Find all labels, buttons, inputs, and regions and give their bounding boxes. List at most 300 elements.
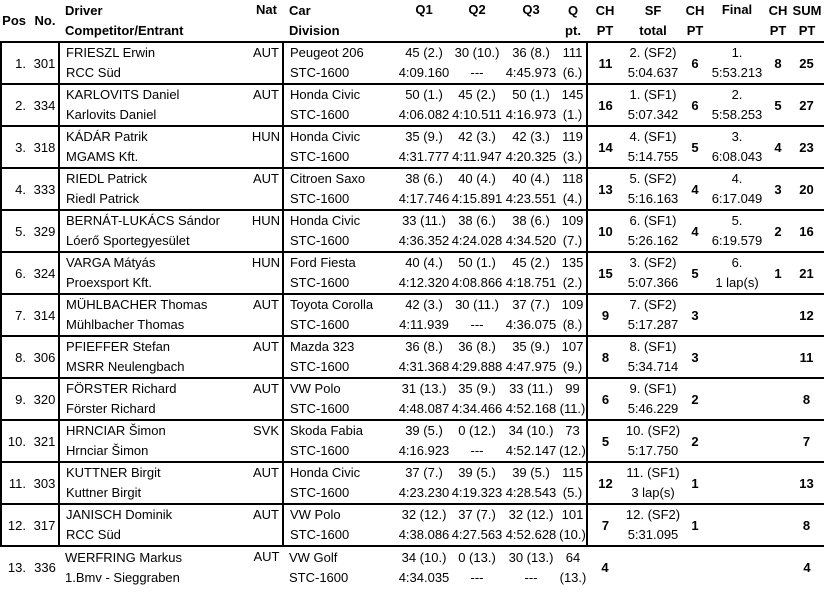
sum-pt-cell: 20: [789, 168, 824, 210]
q1-time: 4:23.230: [398, 485, 450, 500]
final-time: [707, 483, 767, 503]
q2-time: 4:27.563: [451, 527, 503, 542]
sum-pt-cell: 23: [789, 126, 824, 168]
position-cell: 8.: [1, 336, 31, 378]
sf-position: 12. (SF2): [625, 507, 681, 522]
q1-time: 4:12.320: [398, 275, 450, 290]
car-number-cell: 321: [31, 420, 59, 462]
car-number-cell: 334: [31, 84, 59, 126]
sf-time: 5:14.755: [627, 149, 679, 164]
q3-time: 4:47.975: [505, 359, 557, 374]
q-points-cell: [559, 168, 587, 210]
car-model: Peugeot 206: [290, 45, 364, 60]
q-rank: (9.): [562, 359, 583, 374]
driver-name: PFIEFFER Stefan: [66, 339, 171, 354]
ch-pt-3-cell: [767, 378, 789, 420]
q1-cell: [397, 504, 451, 546]
q1-points: 37 (7.): [405, 465, 443, 480]
result-row: [1, 294, 824, 336]
ch-pt-2-cell: 2: [683, 420, 707, 462]
sf-total-cell: [623, 462, 683, 504]
sum-pt-cell: 12: [789, 294, 824, 336]
final-position: [707, 295, 767, 315]
sf-total-cell: [623, 378, 683, 420]
ch-pt-3-cell: 1: [767, 252, 789, 294]
car-model: VW Polo: [290, 507, 341, 522]
nationality-cell: SVK: [250, 420, 283, 462]
sf-total-cell: [623, 126, 683, 168]
ch-pt-1-cell: 4: [601, 560, 609, 575]
q2-points: 37 (7.): [458, 507, 496, 522]
q2-points: 50 (1.): [458, 255, 496, 270]
ch-pt-3-cell: [767, 546, 789, 588]
q2-time: 4:24.028: [451, 233, 503, 248]
entrant-name: Kuttner Birgit: [66, 485, 142, 500]
nationality-cell: AUT: [250, 84, 283, 126]
sf-time: 5:16.163: [627, 191, 679, 206]
entrant-name: RCC Süd: [66, 527, 121, 542]
q2-points: 45 (2.): [458, 87, 496, 102]
car-model: Ford Fiesta: [290, 255, 356, 270]
final-position: [707, 337, 767, 357]
car-cell: [283, 168, 397, 210]
q1-time: 4:34.035: [398, 569, 450, 585]
q1-cell: [397, 294, 451, 336]
header-q3: Q3: [503, 0, 559, 42]
q2-cell: [451, 294, 503, 336]
car-number-cell: 318: [31, 126, 59, 168]
q-points-cell: [559, 336, 587, 378]
driver-name: KÁDÁR Patrik: [66, 129, 148, 144]
result-row: [1, 252, 824, 294]
ch-pt-2-cell: 3: [683, 294, 707, 336]
q-points-cell: [559, 84, 587, 126]
ch-pt-2-cell: 1: [683, 504, 707, 546]
q3-cell: [503, 420, 559, 462]
final-position: [707, 548, 767, 568]
q1-points: 33 (11.): [402, 213, 446, 228]
q3-points: 45 (2.): [512, 255, 550, 270]
q-points-cell: [559, 126, 587, 168]
final-cell: [707, 294, 767, 336]
result-row: [1, 504, 824, 546]
division: STC-1600: [290, 527, 350, 542]
result-row: [1, 42, 824, 84]
q3-cell: [503, 84, 559, 126]
ch-pt-1-cell: 13: [587, 168, 623, 210]
driver-name: BERNÁT-LUKÁCS Sándor: [66, 213, 220, 228]
q-points-total: 64: [565, 549, 581, 565]
q1-points: 50 (1.): [405, 87, 443, 102]
q1-cell: [397, 378, 451, 420]
position-cell: 13.: [7, 560, 26, 575]
q-points-total: 101: [561, 507, 584, 522]
sf-total-cell: [623, 546, 683, 588]
q1-points: 38 (6.): [405, 171, 443, 186]
sf-position: 3. (SF2): [629, 255, 677, 270]
ch-pt-2-cell: 1: [683, 462, 707, 504]
q-rank: (12.): [559, 443, 586, 458]
final-cell: [707, 378, 767, 420]
q-points-total: 135: [561, 255, 584, 270]
car-model: VW Golf: [289, 549, 338, 565]
final-position: [707, 463, 767, 483]
q2-points: 40 (4.): [458, 171, 496, 186]
q2-time: 4:29.888: [451, 359, 503, 374]
q-points-cell: [559, 546, 587, 588]
header-sf-total: SF total: [623, 0, 683, 42]
q3-cell: [503, 462, 559, 504]
car-model: VW Polo: [290, 381, 341, 396]
table-header: [1, 0, 824, 42]
q1-cell: [397, 84, 451, 126]
car-number-cell: 314: [31, 294, 59, 336]
car-cell: [283, 504, 397, 546]
q2-cell: [451, 42, 503, 84]
car-number-cell: 336: [34, 560, 56, 575]
header-nat: Nat: [250, 0, 283, 42]
q-points-total: 118: [562, 171, 583, 186]
sum-pt-cell: 7: [789, 420, 824, 462]
q2-time: 4:11.947: [452, 149, 502, 164]
position-cell: 2.: [1, 84, 31, 126]
sum-pt-cell: 16: [789, 210, 824, 252]
q2-cell: [451, 84, 503, 126]
driver-cell: [59, 210, 250, 252]
q3-cell: [503, 168, 559, 210]
car-model: Mazda 323: [290, 339, 355, 354]
final-cell: [707, 420, 767, 462]
final-cell: [707, 336, 767, 378]
sum-pt-cell: 21: [789, 252, 824, 294]
driver-cell: [59, 126, 250, 168]
sum-pt-cell: 8: [789, 504, 824, 546]
sf-position: 8. (SF1): [629, 339, 677, 354]
q2-cell: [451, 336, 503, 378]
driver-name: FRIESZL Erwin: [66, 45, 156, 60]
q-points-total: 99: [565, 381, 580, 396]
result-row: [1, 378, 824, 420]
entrant-name: Hrnciar Šimon: [66, 443, 149, 458]
sf-position: 7. (SF2): [629, 297, 677, 312]
position-cell: 10.: [1, 420, 31, 462]
final-cell: [707, 168, 767, 210]
q3-time: 4:23.551: [505, 191, 557, 206]
sf-position: 4. (SF1): [629, 129, 677, 144]
result-row: [1, 336, 824, 378]
q-rank: (11.): [559, 401, 586, 416]
sum-pt-cell: 8: [789, 378, 824, 420]
sum-pt-cell: 27: [789, 84, 824, 126]
driver-name: MÜHLBACHER Thomas: [66, 297, 208, 312]
entrant-name: RCC Süd: [66, 65, 121, 80]
q3-cell: [503, 546, 559, 588]
driver-name: JANISCH Dominik: [66, 507, 173, 522]
car-number-cell: 317: [31, 504, 59, 546]
q1-points: 32 (12.): [401, 507, 447, 522]
q2-cell: [451, 420, 503, 462]
driver-cell: [59, 420, 250, 462]
q2-time: 4:15.891: [451, 191, 503, 206]
q-points-cell: [559, 210, 587, 252]
q-rank: (8.): [562, 317, 583, 332]
division: STC-1600: [290, 359, 350, 374]
header-no: No.: [31, 0, 59, 42]
q3-time: 4:28.543: [505, 485, 557, 500]
header-q1: Q1: [397, 0, 451, 42]
q1-points: 45 (2.): [405, 45, 443, 60]
q3-points: 36 (8.): [512, 45, 550, 60]
sf-position: 5. (SF2): [629, 171, 677, 186]
q1-time: 4:16.923: [398, 443, 450, 458]
q3-points: 32 (12.): [508, 507, 554, 522]
driver-cell: [59, 42, 250, 84]
sf-position: 2. (SF2): [629, 45, 677, 60]
q2-time: ---: [470, 569, 484, 585]
q-points-cell: [559, 294, 587, 336]
q-rank: (6.): [562, 65, 583, 80]
q3-points: 40 (4.): [512, 171, 550, 186]
final-time: [707, 315, 767, 335]
q-rank: (3.): [562, 149, 583, 164]
division: STC-1600: [290, 107, 350, 122]
q-rank: (4.): [562, 191, 583, 206]
nationality-cell: AUT: [250, 42, 283, 84]
q3-points: 34 (10.): [508, 423, 554, 438]
q-rank: (13.): [559, 569, 587, 585]
entrant-name: MGAMS Kft.: [66, 149, 139, 164]
final-position: 5.: [731, 213, 743, 228]
q1-points: 35 (9.): [405, 129, 443, 144]
final-position: [707, 379, 767, 399]
ch-pt-3-cell: 8: [767, 42, 789, 84]
nationality-cell: AUT: [250, 504, 283, 546]
sf-total-cell: [623, 294, 683, 336]
q3-points: 38 (6.): [512, 213, 550, 228]
driver-cell: [59, 378, 250, 420]
ch-pt-1-cell: 10: [587, 210, 623, 252]
entrant-name: Lóerő Sportegyesület: [66, 233, 190, 248]
driver-cell: [59, 168, 250, 210]
final-time: 1 lap(s): [715, 275, 759, 290]
q2-points: 39 (5.): [458, 465, 496, 480]
position-cell: 9.: [1, 378, 31, 420]
car-number-cell: 320: [31, 378, 59, 420]
final-time: [707, 525, 767, 545]
result-row: [1, 546, 824, 588]
q2-points: 35 (9.): [458, 381, 496, 396]
position-cell: 6.: [1, 252, 31, 294]
car-model: Honda Civic: [290, 87, 361, 102]
car-cell: [283, 420, 397, 462]
q2-cell: [451, 462, 503, 504]
q1-time: 4:38.086: [398, 527, 450, 542]
q3-time: 4:52.147: [505, 443, 557, 458]
q-points-total: 111: [562, 45, 583, 60]
car-number-cell: 303: [31, 462, 59, 504]
q-points-total: 145: [561, 87, 584, 102]
q2-time: 4:19.323: [451, 485, 503, 500]
division: STC-1600: [290, 443, 350, 458]
q2-cell: [451, 126, 503, 168]
q3-points: 33 (11.): [509, 381, 553, 396]
sf-total-cell: [623, 504, 683, 546]
header-ch-pt-2: CH PT: [683, 0, 707, 42]
entrant-name: MSRR Neulengbach: [66, 359, 185, 374]
sf-total-cell: [623, 252, 683, 294]
q3-points: 37 (7.): [512, 297, 550, 312]
car-model: Toyota Corolla: [290, 297, 374, 312]
sf-total-cell: [623, 168, 683, 210]
q-rank: (5.): [562, 485, 583, 500]
result-row: [1, 84, 824, 126]
division: STC-1600: [290, 485, 350, 500]
car-cell: [283, 294, 397, 336]
final-position: 4.: [731, 171, 743, 186]
entrant-name: Förster Richard: [66, 401, 156, 416]
q1-cell: [397, 336, 451, 378]
sf-time: 5:07.366: [627, 275, 679, 290]
final-cell: [707, 504, 767, 546]
entrant-name: 1.Bmv - Sieggraben: [65, 569, 180, 585]
q2-points: 30 (10.): [454, 45, 500, 60]
driver-name: HRNCIAR Šimon: [66, 423, 166, 438]
car-model: Skoda Fabia: [290, 423, 363, 438]
q-rank: (7.): [562, 233, 583, 248]
car-number-cell: 333: [31, 168, 59, 210]
sum-pt-cell: 4: [803, 560, 811, 575]
final-time: 6:08.043: [711, 149, 763, 164]
car-cell: [283, 126, 397, 168]
car-cell: [283, 378, 397, 420]
q3-points: 42 (3.): [512, 129, 550, 144]
q3-time: 4:20.325: [505, 149, 557, 164]
header-final: Final: [707, 0, 767, 42]
ch-pt-3-cell: 2: [767, 210, 789, 252]
q2-points: 42 (3.): [458, 129, 496, 144]
q1-time: 4:17.746: [398, 191, 450, 206]
q2-cell: [451, 168, 503, 210]
driver-name: WERFRING Markus: [65, 549, 182, 565]
final-position: [707, 421, 767, 441]
q3-cell: [503, 126, 559, 168]
sf-position: 10. (SF2): [625, 423, 681, 438]
car-number-cell: 329: [31, 210, 59, 252]
position-cell: 12.: [1, 504, 31, 546]
header-pos: Pos: [1, 0, 31, 42]
ch-pt-3-cell: [767, 462, 789, 504]
q1-points: 42 (3.): [405, 297, 443, 312]
car-number-cell: 301: [31, 42, 59, 84]
q3-time: 4:16.973: [505, 107, 557, 122]
sf-time: 5:07.342: [627, 107, 679, 122]
position-cell: 4.: [1, 168, 31, 210]
q3-time: 4:34.520: [505, 233, 557, 248]
q1-points: 40 (4.): [405, 255, 443, 270]
entrant-name: Mühlbacher Thomas: [66, 317, 185, 332]
result-row: [1, 462, 824, 504]
final-cell: [707, 42, 767, 84]
q3-time: 4:52.628: [505, 527, 557, 542]
car-cell: [283, 252, 397, 294]
final-time: [707, 357, 767, 377]
q1-points: 31 (13.): [401, 381, 447, 396]
ch-pt-1-cell: 8: [587, 336, 623, 378]
ch-pt-1-cell: 14: [587, 126, 623, 168]
results-table-body: [1, 42, 824, 588]
final-time: 5:58.253: [711, 107, 763, 122]
result-row: [1, 420, 824, 462]
q3-points: 30 (13.): [508, 549, 554, 565]
driver-cell: [59, 336, 250, 378]
final-cell: [707, 84, 767, 126]
q3-cell: [503, 504, 559, 546]
sf-time: [623, 568, 683, 588]
driver-name: VARGA Mátyás: [66, 255, 156, 270]
entrant-name: Riedl Patrick: [66, 191, 139, 206]
q1-cell: [397, 126, 451, 168]
q-points-cell: [559, 378, 587, 420]
header-ch-pt-1: CH PT: [587, 0, 623, 42]
ch-pt-1-cell: 7: [587, 504, 623, 546]
driver-cell: [59, 462, 250, 504]
q1-cell: [397, 420, 451, 462]
car-cell: [283, 546, 397, 588]
q-points-total: 107: [561, 339, 584, 354]
q1-cell: [397, 252, 451, 294]
q-rank: (1.): [562, 107, 583, 122]
ch-pt-2-cell: 4: [683, 168, 707, 210]
ch-pt-1-cell: 6: [587, 378, 623, 420]
car-cell: [283, 210, 397, 252]
ch-pt-2-cell: 6: [683, 84, 707, 126]
q2-cell: [451, 378, 503, 420]
q1-cell: [397, 42, 451, 84]
ch-pt-1-cell: 9: [587, 294, 623, 336]
car-model: Citroen Saxo: [290, 171, 366, 186]
ch-pt-1-cell: 12: [587, 462, 623, 504]
header-driver: Driver Competitor/Entrant: [59, 0, 250, 42]
final-cell: [707, 546, 767, 588]
division: STC-1600: [290, 401, 350, 416]
ch-pt-3-cell: [767, 294, 789, 336]
sf-time: 5:26.162: [627, 233, 679, 248]
q1-time: 4:48.087: [398, 401, 450, 416]
sf-time: 3 lap(s): [631, 485, 675, 500]
car-cell: [283, 336, 397, 378]
q-points-cell: [559, 42, 587, 84]
q-points-cell: [559, 462, 587, 504]
q2-points: 36 (8.): [458, 339, 496, 354]
nationality-cell: AUT: [250, 462, 283, 504]
final-time: 6:19.579: [711, 233, 763, 248]
q3-points: 50 (1.): [512, 87, 550, 102]
car-model: Honda Civic: [290, 129, 361, 144]
final-cell: [707, 252, 767, 294]
car-number-cell: 306: [31, 336, 59, 378]
q1-time: 4:09.160: [398, 65, 450, 80]
division: STC-1600: [290, 233, 350, 248]
sf-total-cell: [623, 210, 683, 252]
car-cell: [283, 42, 397, 84]
driver-name: KARLOVITS Daniel: [66, 87, 180, 102]
q3-cell: [503, 294, 559, 336]
nationality-cell: HUN: [250, 252, 283, 294]
entrant-name: Proexsport Kft.: [66, 275, 152, 290]
q2-time: 4:34.466: [451, 401, 503, 416]
nationality-cell: AUT: [250, 168, 283, 210]
driver-cell: [59, 84, 250, 126]
